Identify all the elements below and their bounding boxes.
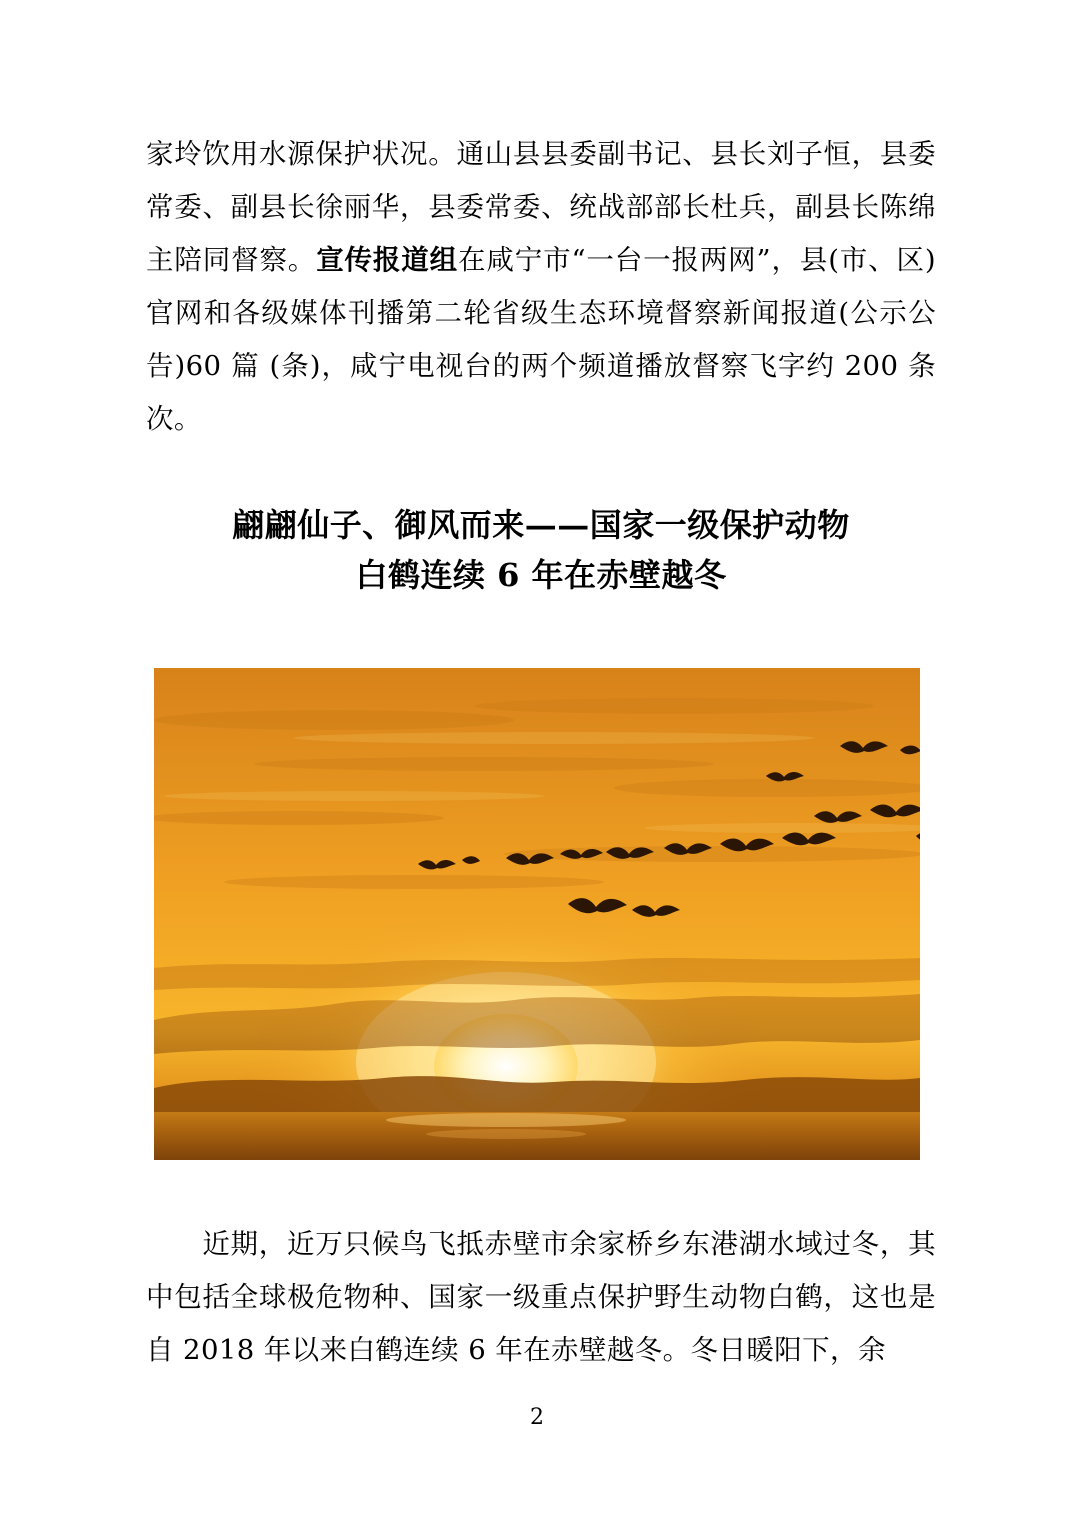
article-title bbox=[146, 500, 936, 600]
paragraph-block-1 bbox=[146, 128, 936, 446]
paragraph-1-text-part2: 在咸宁市“一台一报两网”，县(市、区)官网和各级媒体刊播第二轮省级生态环境督察新闻报道(公示公告)60 篇 (条)，咸宁电视台的两个频道播放督察飞字约 200 条次。 bbox=[146, 244, 936, 435]
paragraph-2-text: 近期，近万只候鸟飞抵赤壁市余家桥乡东港湖水域过冬，其中包括全球极危物种、国家一级重点保护野生动物白鹤，这也是自 2018 年以来白鹤连续 6 年在赤壁越冬。冬日暖阳下，余 bbox=[146, 1228, 936, 1366]
paragraph-2 bbox=[146, 1218, 936, 1377]
sunset-photo-graphic bbox=[154, 668, 920, 1160]
page-number: 2 bbox=[530, 1405, 544, 1430]
article-title-line-1: 翩翩仙子、御风而来——国家一级保护动物 bbox=[232, 506, 850, 544]
paragraph-1-bold-phrase: 宣传报道组 bbox=[316, 244, 458, 276]
article-title-line-2: 白鹤连续 6 年在赤壁越冬 bbox=[355, 556, 727, 594]
paragraph-1 bbox=[146, 128, 936, 446]
sunset-cranes-photo bbox=[154, 668, 920, 1160]
paragraph-1-text-part1: 家坽饮用水源保护状况。通山县县委副书记、县长刘子恒，县委常委、副县长徐丽华，县委常委、统战部部长杜兵，副县长陈绵主陪同督察。 bbox=[146, 138, 936, 276]
paragraph-block-2 bbox=[146, 1218, 936, 1377]
